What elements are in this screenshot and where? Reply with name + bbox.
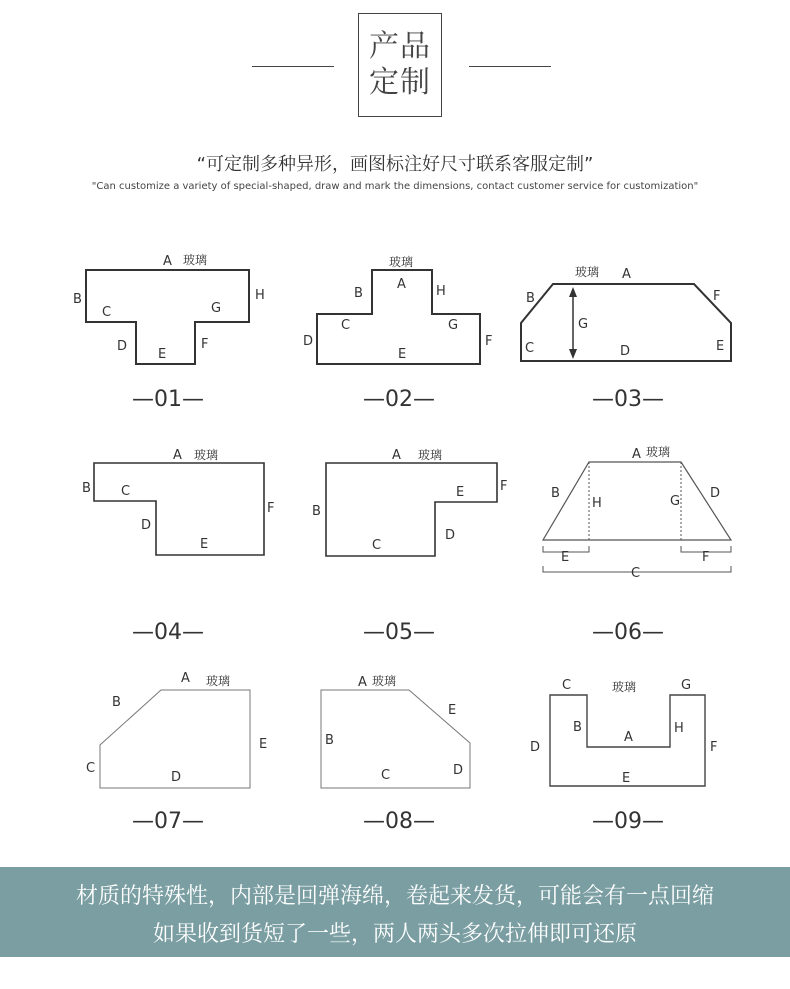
diagram-07-label-b: B <box>112 695 121 710</box>
diagram-03-glass-label: 玻璃 <box>575 265 600 279</box>
subtitle-english: "Can customize a variety of special-shaped, draw and mark the dimensions, contact customer service for customization" <box>91 181 699 192</box>
diagram-06 <box>543 444 731 581</box>
diagram-08-label-e: E <box>448 703 457 718</box>
diagram-05-glass-label: 玻璃 <box>418 448 443 462</box>
diagram-05-label-f: F <box>500 479 508 494</box>
notice-line-2: 如果收到货短了一些，两人两头多次拉伸即可还原 <box>152 922 637 947</box>
diagram-06-label-a: A <box>632 447 641 462</box>
diagram-01-label-c: C <box>102 305 112 320</box>
notice-banner <box>0 867 790 957</box>
diagram-02-glass-label: 玻璃 <box>389 255 414 269</box>
notice-line-1: 材质的特殊性，内部是回弹海绵，卷起来发货，可能会有一点回缩 <box>75 884 714 909</box>
diagram-09-caption: —09— <box>592 809 664 834</box>
diagram-09-label-f: F <box>710 740 718 755</box>
diagram-06-label-g: G <box>670 494 681 509</box>
diagram-09-glass-label: 玻璃 <box>612 680 637 694</box>
diagram-01-label-e: E <box>158 347 167 362</box>
diagram-05-outline <box>326 463 497 556</box>
diagram-01-glass-label: 玻璃 <box>183 253 208 267</box>
diagram-04-label-f: F <box>267 501 275 516</box>
diagram-03-arrow-head-bottom <box>569 349 577 359</box>
diagram-05-label-a: A <box>392 448 401 463</box>
subtitle-chinese: “可定制多种异形，画图标注好尺寸联系客服定制” <box>196 154 594 175</box>
diagram-07-label-e: E <box>259 737 268 752</box>
diagram-01 <box>73 252 265 364</box>
diagram-01-label-d: D <box>117 339 128 354</box>
diagram-03-label-b: B <box>526 291 535 306</box>
diagram-03-label-a: A <box>622 267 631 282</box>
diagram-09-label-b: B <box>573 720 582 735</box>
diagram-01-label-f: F <box>201 337 209 352</box>
diagram-04-glass-label: 玻璃 <box>194 448 219 462</box>
diagram-03-label-g: G <box>578 317 589 332</box>
diagram-08-label-c: C <box>381 768 391 783</box>
diagram-09-label-g: G <box>681 678 692 693</box>
diagram-02-label-a: A <box>397 277 406 292</box>
diagram-07-label-d: D <box>171 770 182 785</box>
diagram-06-caption: —06— <box>592 620 664 645</box>
diagram-04-label-a: A <box>173 448 182 463</box>
diagram-09-label-a: A <box>624 730 633 745</box>
diagram-06-glass-label: 玻璃 <box>646 445 671 459</box>
page-title-line2: 定制 <box>369 65 431 100</box>
diagram-04-caption: —04— <box>132 620 204 645</box>
diagram-07-label-a: A <box>181 671 190 686</box>
diagram-06-label-f: F <box>702 550 710 565</box>
diagram-08-label-d: D <box>453 763 464 778</box>
diagram-03-caption: —03— <box>592 387 664 412</box>
diagram-07 <box>86 671 267 788</box>
diagram-02-label-c: C <box>341 318 351 333</box>
diagram-01-label-b: B <box>73 292 82 307</box>
diagram-02-label-h: H <box>436 284 446 299</box>
diagram-05-label-d: D <box>445 528 456 543</box>
diagram-08-glass-label: 玻璃 <box>372 674 397 688</box>
diagram-02 <box>303 254 492 364</box>
diagram-03-arrow-head-top <box>569 287 577 297</box>
diagram-09-label-c: C <box>562 678 572 693</box>
diagram-03-label-f: F <box>713 289 721 304</box>
diagram-07-label-c: C <box>86 761 96 776</box>
diagram-04-label-d: D <box>141 518 152 533</box>
diagram-01-label-a: A <box>163 254 172 269</box>
diagram-02-caption: —02— <box>363 387 435 412</box>
page-title-line1: 产品 <box>369 29 431 64</box>
diagram-03-label-d: D <box>620 344 631 359</box>
diagram-06-outline <box>543 462 731 540</box>
diagram-05-label-b: B <box>312 504 321 519</box>
diagram-06-label-c: C <box>631 566 641 581</box>
diagram-04 <box>82 447 274 555</box>
diagram-06-label-d: D <box>710 486 721 501</box>
diagram-06-label-e: E <box>561 550 570 565</box>
diagram-04-label-c: C <box>121 484 131 499</box>
diagram-01-caption: —01— <box>132 387 204 412</box>
diagram-01-label-h: H <box>255 288 265 303</box>
diagram-02-label-d: D <box>303 334 314 349</box>
diagram-09 <box>530 678 717 786</box>
diagram-01-label-g: G <box>211 301 222 316</box>
diagram-02-label-f: F <box>485 334 493 349</box>
diagram-03-label-c: C <box>525 341 535 356</box>
diagram-05 <box>312 447 507 556</box>
diagram-08-label-a: A <box>358 675 367 690</box>
diagram-02-label-b: B <box>354 286 363 301</box>
diagram-08-caption: —08— <box>363 809 435 834</box>
diagram-07-caption: —07— <box>132 809 204 834</box>
diagram-09-label-e: E <box>622 771 631 786</box>
diagram-08 <box>321 673 470 788</box>
diagram-03 <box>521 264 731 361</box>
diagram-05-caption: —05— <box>363 620 435 645</box>
diagram-05-label-c: C <box>372 538 382 553</box>
diagram-05-label-e: E <box>456 485 465 500</box>
diagram-04-outline <box>94 463 264 555</box>
diagram-06-label-b: B <box>551 486 560 501</box>
diagram-09-label-d: D <box>530 740 541 755</box>
diagram-06-label-h: H <box>592 496 602 511</box>
diagram-04-label-e: E <box>200 537 209 552</box>
diagram-09-label-h: H <box>674 721 684 736</box>
diagram-02-label-g: G <box>448 318 459 333</box>
diagram-07-glass-label: 玻璃 <box>206 674 231 688</box>
diagram-03-label-e: E <box>716 339 725 354</box>
diagram-02-label-e: E <box>398 347 407 362</box>
diagram-04-label-b: B <box>82 481 91 496</box>
diagram-08-label-b: B <box>325 733 334 748</box>
